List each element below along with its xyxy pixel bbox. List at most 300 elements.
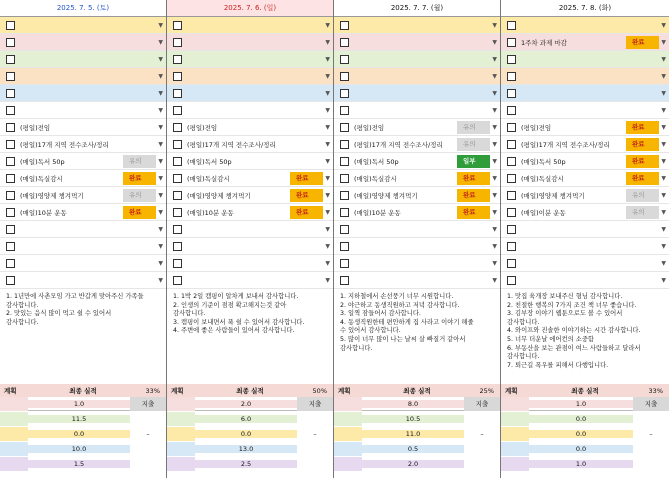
task-checkbox[interactable] <box>173 89 182 98</box>
task-row <box>167 136 333 153</box>
chevron-down-icon[interactable]: ▼ <box>661 106 666 114</box>
task-checkbox[interactable] <box>507 72 516 81</box>
chevron-down-icon[interactable]: ▼ <box>661 123 666 131</box>
task-checkbox[interactable] <box>6 242 15 251</box>
task-checkbox[interactable] <box>507 106 516 115</box>
task-checkbox[interactable] <box>340 55 349 64</box>
status-dropdown[interactable] <box>626 87 659 100</box>
chevron-down-icon[interactable]: ▼ <box>661 259 666 267</box>
gratitude-notes[interactable]: 1. 1박 2일 캠핑이 알차게 보내서 감사합니다. 2. 인생의 기준이 점점 확고해지는것 같아 감사합니다. 3. 캠핑이 보내면서 푹 쉴 수 있어서 감사합니다. 4. 주변에 좋은 사람들이 있어서 감사합니다. <box>167 289 333 411</box>
status-dropdown[interactable] <box>457 70 490 83</box>
status-dropdown[interactable] <box>123 104 156 117</box>
chevron-down-icon[interactable]: ▼ <box>325 174 330 182</box>
chevron-down-icon[interactable]: ▼ <box>158 140 163 148</box>
chevron-down-icon[interactable]: ▼ <box>492 38 497 46</box>
task-label[interactable]: (매일)영양제 챙겨먹기 <box>20 191 84 200</box>
chevron-down-icon[interactable]: ▼ <box>492 174 497 182</box>
status-dropdown[interactable]: 유의 <box>626 206 659 219</box>
result-value: 0.0 <box>195 430 297 438</box>
chevron-down-icon[interactable]: ▼ <box>158 225 163 233</box>
expense-cell <box>633 457 669 471</box>
plan-cell[interactable] <box>167 412 195 426</box>
task-row <box>334 153 500 170</box>
chevron-down-icon[interactable]: ▼ <box>158 174 163 182</box>
chevron-down-icon[interactable]: ▼ <box>325 259 330 267</box>
task-checkbox[interactable] <box>6 38 15 47</box>
task-label[interactable]: (매일)독서 50p <box>20 157 65 166</box>
task-checkbox[interactable] <box>340 242 349 251</box>
status-dropdown[interactable] <box>626 70 659 83</box>
task-checkbox[interactable] <box>173 259 182 268</box>
task-checkbox[interactable] <box>507 38 516 47</box>
task-row <box>501 85 669 102</box>
status-dropdown[interactable] <box>290 223 323 236</box>
chevron-down-icon[interactable]: ▼ <box>492 242 497 250</box>
chevron-down-icon[interactable]: ▼ <box>325 21 330 29</box>
status-dropdown[interactable] <box>290 155 323 168</box>
task-label[interactable]: (매일)독실감시 <box>521 174 564 183</box>
chevron-down-icon[interactable]: ▼ <box>661 55 666 63</box>
status-dropdown[interactable]: 완료 <box>123 206 156 219</box>
task-label[interactable]: (매일)독실감시 <box>187 174 230 183</box>
status-dropdown[interactable] <box>290 257 323 270</box>
task-row <box>0 85 166 102</box>
summary-section <box>501 384 669 472</box>
task-checkbox[interactable] <box>173 242 182 251</box>
chevron-down-icon[interactable]: ▼ <box>158 123 163 131</box>
plan-cell[interactable] <box>334 442 362 456</box>
plan-cell[interactable] <box>334 427 362 441</box>
expense-cell <box>130 412 166 426</box>
chevron-down-icon[interactable]: ▼ <box>492 276 497 284</box>
status-dropdown[interactable]: 완료 <box>290 206 323 219</box>
task-checkbox[interactable] <box>173 208 182 217</box>
status-dropdown[interactable] <box>626 53 659 66</box>
status-dropdown[interactable] <box>626 257 659 270</box>
summary-row <box>167 412 333 427</box>
chevron-down-icon[interactable]: ▼ <box>492 191 497 199</box>
task-label[interactable]: (매일)영양제 챙겨먹기 <box>187 191 251 200</box>
task-checkbox[interactable] <box>340 89 349 98</box>
task-row <box>0 136 166 153</box>
chevron-down-icon[interactable]: ▼ <box>661 140 666 148</box>
task-checkbox[interactable] <box>507 89 516 98</box>
status-dropdown[interactable] <box>457 274 490 287</box>
chevron-down-icon[interactable]: ▼ <box>661 38 666 46</box>
status-dropdown[interactable] <box>123 121 156 134</box>
chevron-down-icon[interactable]: ▼ <box>158 242 163 250</box>
task-label[interactable]: (매일)영양제 챙겨먹기 <box>521 191 585 200</box>
task-checkbox[interactable] <box>340 106 349 115</box>
status-dropdown[interactable]: 일부 <box>457 155 490 168</box>
status-dropdown[interactable] <box>290 138 323 151</box>
status-dropdown[interactable]: 완료 <box>290 172 323 185</box>
chevron-down-icon[interactable]: ▼ <box>661 72 666 80</box>
task-checkbox[interactable] <box>6 55 15 64</box>
task-row <box>501 204 669 221</box>
day-column <box>501 0 669 478</box>
task-checkbox[interactable] <box>6 106 15 115</box>
plan-cell[interactable] <box>0 457 28 471</box>
status-dropdown[interactable] <box>626 274 659 287</box>
task-row <box>0 68 166 85</box>
task-checkbox[interactable] <box>173 191 182 200</box>
status-dropdown[interactable] <box>123 19 156 32</box>
task-label[interactable]: (매일)독서 50p <box>521 157 566 166</box>
status-dropdown[interactable] <box>457 87 490 100</box>
chevron-down-icon[interactable]: ▼ <box>325 106 330 114</box>
completion-percent: 50% <box>312 386 327 395</box>
task-row <box>0 17 166 34</box>
chevron-down-icon[interactable]: ▼ <box>492 106 497 114</box>
chevron-down-icon[interactable]: ▼ <box>661 242 666 250</box>
expense-cell <box>633 412 669 426</box>
status-dropdown[interactable] <box>626 19 659 32</box>
summary-row <box>334 442 500 457</box>
status-dropdown[interactable]: 완료 <box>626 155 659 168</box>
task-checkbox[interactable] <box>6 89 15 98</box>
status-dropdown[interactable]: 완료 <box>626 36 659 49</box>
task-checkbox[interactable] <box>340 259 349 268</box>
task-checkbox[interactable] <box>173 55 182 64</box>
status-dropdown[interactable] <box>123 70 156 83</box>
task-checkbox[interactable] <box>507 123 516 132</box>
chevron-down-icon[interactable]: ▼ <box>158 191 163 199</box>
task-row <box>334 221 500 238</box>
summary-header <box>0 384 166 397</box>
task-checkbox[interactable] <box>173 140 182 149</box>
chevron-down-icon[interactable]: ▼ <box>325 89 330 97</box>
plan-cell[interactable] <box>501 457 529 471</box>
status-dropdown[interactable] <box>457 104 490 117</box>
status-dropdown[interactable] <box>457 257 490 270</box>
task-checkbox[interactable] <box>340 157 349 166</box>
task-checkbox[interactable] <box>507 157 516 166</box>
chevron-down-icon[interactable]: ▼ <box>325 140 330 148</box>
task-checkbox[interactable] <box>6 21 15 30</box>
status-dropdown[interactable] <box>626 223 659 236</box>
plan-cell[interactable] <box>0 427 28 441</box>
chevron-down-icon[interactable]: ▼ <box>492 259 497 267</box>
status-dropdown[interactable] <box>290 53 323 66</box>
result-value: 0.0 <box>28 430 130 438</box>
status-dropdown[interactable] <box>290 274 323 287</box>
task-label[interactable]: (매일)독실감시 <box>20 174 63 183</box>
chevron-down-icon[interactable]: ▼ <box>492 21 497 29</box>
task-checkbox[interactable] <box>340 21 349 30</box>
chevron-down-icon[interactable]: ▼ <box>325 72 330 80</box>
task-checkbox[interactable] <box>507 140 516 149</box>
chevron-down-icon[interactable]: ▼ <box>661 157 666 165</box>
task-checkbox[interactable] <box>6 174 15 183</box>
task-label[interactable]: (평일)17개 지역 전수조사/정리 <box>187 140 276 149</box>
status-dropdown[interactable] <box>123 138 156 151</box>
plan-cell[interactable] <box>0 412 28 426</box>
task-row <box>334 102 500 119</box>
task-checkbox[interactable] <box>6 225 15 234</box>
task-checkbox[interactable] <box>340 72 349 81</box>
status-dropdown[interactable] <box>626 104 659 117</box>
chevron-down-icon[interactable]: ▼ <box>158 106 163 114</box>
status-dropdown[interactable] <box>290 121 323 134</box>
status-dropdown[interactable] <box>457 223 490 236</box>
task-checkbox[interactable] <box>6 276 15 285</box>
task-row <box>167 170 333 187</box>
chevron-down-icon[interactable]: ▼ <box>492 157 497 165</box>
task-checkbox[interactable] <box>173 123 182 132</box>
chevron-down-icon[interactable]: ▼ <box>325 225 330 233</box>
task-checkbox[interactable] <box>507 191 516 200</box>
chevron-down-icon[interactable]: ▼ <box>158 157 163 165</box>
task-label[interactable]: (평일)전임 <box>521 123 552 132</box>
plan-cell[interactable] <box>167 442 195 456</box>
chevron-down-icon[interactable]: ▼ <box>492 225 497 233</box>
plan-cell[interactable] <box>334 457 362 471</box>
status-dropdown[interactable] <box>290 19 323 32</box>
chevron-down-icon[interactable]: ▼ <box>158 72 163 80</box>
task-checkbox[interactable] <box>173 225 182 234</box>
task-row <box>0 187 166 204</box>
task-row <box>334 85 500 102</box>
status-dropdown[interactable] <box>123 257 156 270</box>
status-dropdown[interactable]: 유의 <box>457 138 490 151</box>
summary-row <box>167 427 333 442</box>
chevron-down-icon[interactable]: ▼ <box>492 140 497 148</box>
task-checkbox[interactable] <box>340 38 349 47</box>
task-label[interactable]: (평일)전임 <box>354 123 385 132</box>
task-checkbox[interactable] <box>6 140 15 149</box>
result-value: 2.5 <box>195 460 297 468</box>
status-dropdown[interactable]: 완료 <box>123 172 156 185</box>
task-row <box>167 85 333 102</box>
task-label[interactable]: (평일)17개 지역 전수조사/정리 <box>521 140 610 149</box>
chevron-down-icon[interactable]: ▼ <box>158 89 163 97</box>
task-label[interactable]: 1주차 과제 마감 <box>521 38 567 47</box>
chevron-down-icon[interactable]: ▼ <box>661 225 666 233</box>
summary-section <box>0 384 166 472</box>
chevron-down-icon[interactable]: ▼ <box>492 89 497 97</box>
chevron-down-icon[interactable]: ▼ <box>492 123 497 131</box>
summary-header <box>334 384 500 397</box>
task-checkbox[interactable] <box>6 259 15 268</box>
task-label[interactable]: (매일)영양제 챙겨먹기 <box>354 191 418 200</box>
task-checkbox[interactable] <box>507 21 516 30</box>
status-dropdown[interactable]: 유의 <box>626 189 659 202</box>
chevron-down-icon[interactable]: ▼ <box>158 38 163 46</box>
plan-cell[interactable] <box>501 412 529 426</box>
status-dropdown[interactable]: 완료 <box>457 206 490 219</box>
chevron-down-icon[interactable]: ▼ <box>661 276 666 284</box>
task-checkbox[interactable] <box>173 106 182 115</box>
expense-label: 지출 <box>130 397 166 411</box>
task-checkbox[interactable] <box>507 242 516 251</box>
plan-cell[interactable] <box>334 397 362 411</box>
result-value: 13.0 <box>195 445 297 453</box>
status-dropdown[interactable] <box>123 53 156 66</box>
task-checkbox[interactable] <box>6 191 15 200</box>
task-row <box>0 204 166 221</box>
chevron-down-icon[interactable]: ▼ <box>325 191 330 199</box>
chevron-down-icon[interactable]: ▼ <box>325 242 330 250</box>
status-dropdown[interactable] <box>123 274 156 287</box>
status-dropdown[interactable]: 완료 <box>290 189 323 202</box>
plan-cell[interactable] <box>0 397 28 411</box>
status-dropdown[interactable] <box>457 19 490 32</box>
chevron-down-icon[interactable]: ▼ <box>325 208 330 216</box>
task-checkbox[interactable] <box>173 21 182 30</box>
plan-cell[interactable] <box>501 427 529 441</box>
gratitude-notes[interactable]: 1. 지하철에서 손선풍기 너무 시원합니다. 2. 야근하고 동생직원하고 저녁 감사합니다. 3. 일찍 잠들어서 감사합니다. 4. 동생직원한테 편안하게 집 사라고 이야기 해줄 수 있어서 감사합니다. 5. 많이 너무 많이 나는 날씨 살 빠질거 같아서 감사합니다. <box>334 289 500 411</box>
task-row <box>0 255 166 272</box>
chevron-down-icon[interactable]: ▼ <box>325 157 330 165</box>
plan-cell[interactable] <box>167 397 195 411</box>
chevron-down-icon[interactable]: ▼ <box>325 38 330 46</box>
status-dropdown[interactable] <box>290 87 323 100</box>
status-dropdown[interactable] <box>123 36 156 49</box>
task-row <box>167 204 333 221</box>
status-dropdown[interactable]: 유의 <box>123 155 156 168</box>
task-checkbox[interactable] <box>340 208 349 217</box>
status-dropdown[interactable] <box>626 240 659 253</box>
task-checkbox[interactable] <box>173 38 182 47</box>
summary-row <box>167 397 333 412</box>
status-dropdown[interactable] <box>457 53 490 66</box>
task-row <box>0 153 166 170</box>
task-label[interactable]: (매일)10분 운동 <box>354 208 401 217</box>
final-result-label: 최종 실적 <box>236 387 264 395</box>
status-dropdown[interactable] <box>457 36 490 49</box>
chevron-down-icon[interactable]: ▼ <box>492 55 497 63</box>
plan-cell[interactable] <box>501 397 529 411</box>
chevron-down-icon[interactable]: ▼ <box>158 208 163 216</box>
task-row <box>167 51 333 68</box>
task-label[interactable]: (평일)17개 지역 전수조사/정리 <box>354 140 443 149</box>
status-dropdown[interactable] <box>290 104 323 117</box>
task-checkbox[interactable] <box>507 225 516 234</box>
task-checkbox[interactable] <box>173 72 182 81</box>
status-dropdown[interactable] <box>290 36 323 49</box>
task-checkbox[interactable] <box>6 157 15 166</box>
status-dropdown[interactable] <box>123 223 156 236</box>
status-dropdown[interactable]: 완료 <box>626 172 659 185</box>
chevron-down-icon[interactable]: ▼ <box>158 259 163 267</box>
plan-cell[interactable] <box>167 427 195 441</box>
task-checkbox[interactable] <box>507 259 516 268</box>
completion-percent: 33% <box>648 386 663 395</box>
summary-row <box>0 457 166 472</box>
task-checkbox[interactable] <box>173 157 182 166</box>
plan-cell[interactable] <box>334 412 362 426</box>
task-label[interactable]: (매일)독서 50p <box>354 157 399 166</box>
chevron-down-icon[interactable]: ▼ <box>661 174 666 182</box>
task-checkbox[interactable] <box>340 140 349 149</box>
task-label[interactable]: (매일)10분 운동 <box>20 208 67 217</box>
summary-row <box>501 442 669 457</box>
status-dropdown[interactable]: 완료 <box>457 189 490 202</box>
completion-percent: 33% <box>145 386 160 395</box>
task-row <box>501 170 669 187</box>
task-label[interactable]: (매일)10분 운동 <box>187 208 234 217</box>
status-dropdown[interactable]: 유의 <box>123 189 156 202</box>
task-checkbox[interactable] <box>6 123 15 132</box>
task-checkbox[interactable] <box>6 72 15 81</box>
plan-cell[interactable] <box>167 457 195 471</box>
plan-cell[interactable] <box>0 442 28 456</box>
chevron-down-icon[interactable]: ▼ <box>325 55 330 63</box>
plan-cell[interactable] <box>501 442 529 456</box>
chevron-down-icon[interactable]: ▼ <box>158 276 163 284</box>
task-row <box>501 221 669 238</box>
task-checkbox[interactable] <box>340 276 349 285</box>
gratitude-notes[interactable]: 1. 맛집 육개장 보내주신 형님 감사합니다. 2. 친절한 행복의 7가지 조건 책 너무 좋습니다. 3. 김부장 이야기 웹툰으로도 볼 수 있어서 감사합니다. 4. 와이프와 진솔한 이야기하는 시간 감사합니다. 5. 너무 더운날 에어컨의 소중함 6. 부동산을 보는 관점이 여느 사람들하고 달라서 감사합니다. 7. 퇴근길 폭우를 피해서 다행입니다. <box>501 289 669 411</box>
chevron-down-icon[interactable]: ▼ <box>661 21 666 29</box>
chevron-down-icon[interactable]: ▼ <box>661 208 666 216</box>
result-value: 11.5 <box>28 415 130 423</box>
task-checkbox[interactable] <box>340 174 349 183</box>
status-dropdown[interactable] <box>457 240 490 253</box>
result-value: 0.0 <box>529 430 633 438</box>
task-label[interactable]: (매일)이분 운동 <box>521 208 566 217</box>
status-dropdown[interactable] <box>290 70 323 83</box>
expense-cell: – <box>130 427 166 441</box>
task-checkbox[interactable] <box>507 174 516 183</box>
task-checkbox[interactable] <box>173 276 182 285</box>
task-label[interactable]: (매일)독서 50p <box>187 157 232 166</box>
task-checkbox[interactable] <box>340 225 349 234</box>
status-dropdown[interactable] <box>123 240 156 253</box>
expense-cell: – <box>633 427 669 441</box>
status-dropdown[interactable]: 완료 <box>457 172 490 185</box>
task-label[interactable]: (매일)독실감시 <box>354 174 397 183</box>
task-row <box>0 102 166 119</box>
status-dropdown[interactable] <box>290 240 323 253</box>
task-label[interactable]: (평일)17개 지역 전수조사/정리 <box>20 140 109 149</box>
task-row <box>501 272 669 289</box>
gratitude-notes[interactable]: 1. 1년만에 사촌모임 가고 반갑게 맞아주신 가족들 감사합니다. 2. 맛있는 음식 많이 먹고 쉴 수 있어서 감사합니다. <box>0 289 166 411</box>
status-dropdown[interactable]: 유의 <box>457 121 490 134</box>
result-value: 1.0 <box>529 460 633 468</box>
summary-row <box>501 397 669 412</box>
result-value: 1.5 <box>28 460 130 468</box>
status-dropdown[interactable]: 완료 <box>626 121 659 134</box>
chevron-down-icon[interactable]: ▼ <box>661 89 666 97</box>
task-checkbox[interactable] <box>507 208 516 217</box>
task-label[interactable]: (평일)전임 <box>20 123 51 132</box>
status-dropdown[interactable]: 완료 <box>626 138 659 151</box>
task-checkbox[interactable] <box>6 208 15 217</box>
task-row <box>167 34 333 51</box>
chevron-down-icon[interactable]: ▼ <box>325 276 330 284</box>
task-row <box>501 187 669 204</box>
chevron-down-icon[interactable]: ▼ <box>158 21 163 29</box>
chevron-down-icon[interactable]: ▼ <box>661 191 666 199</box>
task-label[interactable]: (평일)전임 <box>187 123 218 132</box>
task-checkbox[interactable] <box>507 276 516 285</box>
status-dropdown[interactable] <box>123 87 156 100</box>
chevron-down-icon[interactable]: ▼ <box>492 72 497 80</box>
result-value: 2.0 <box>362 460 464 468</box>
task-row <box>167 102 333 119</box>
summary-section <box>334 384 500 472</box>
chevron-down-icon[interactable]: ▼ <box>325 123 330 131</box>
chevron-down-icon[interactable]: ▼ <box>492 208 497 216</box>
task-checkbox[interactable] <box>173 174 182 183</box>
task-checkbox[interactable] <box>340 123 349 132</box>
task-checkbox[interactable] <box>340 191 349 200</box>
task-row <box>167 153 333 170</box>
task-checkbox[interactable] <box>507 55 516 64</box>
chevron-down-icon[interactable]: ▼ <box>158 55 163 63</box>
